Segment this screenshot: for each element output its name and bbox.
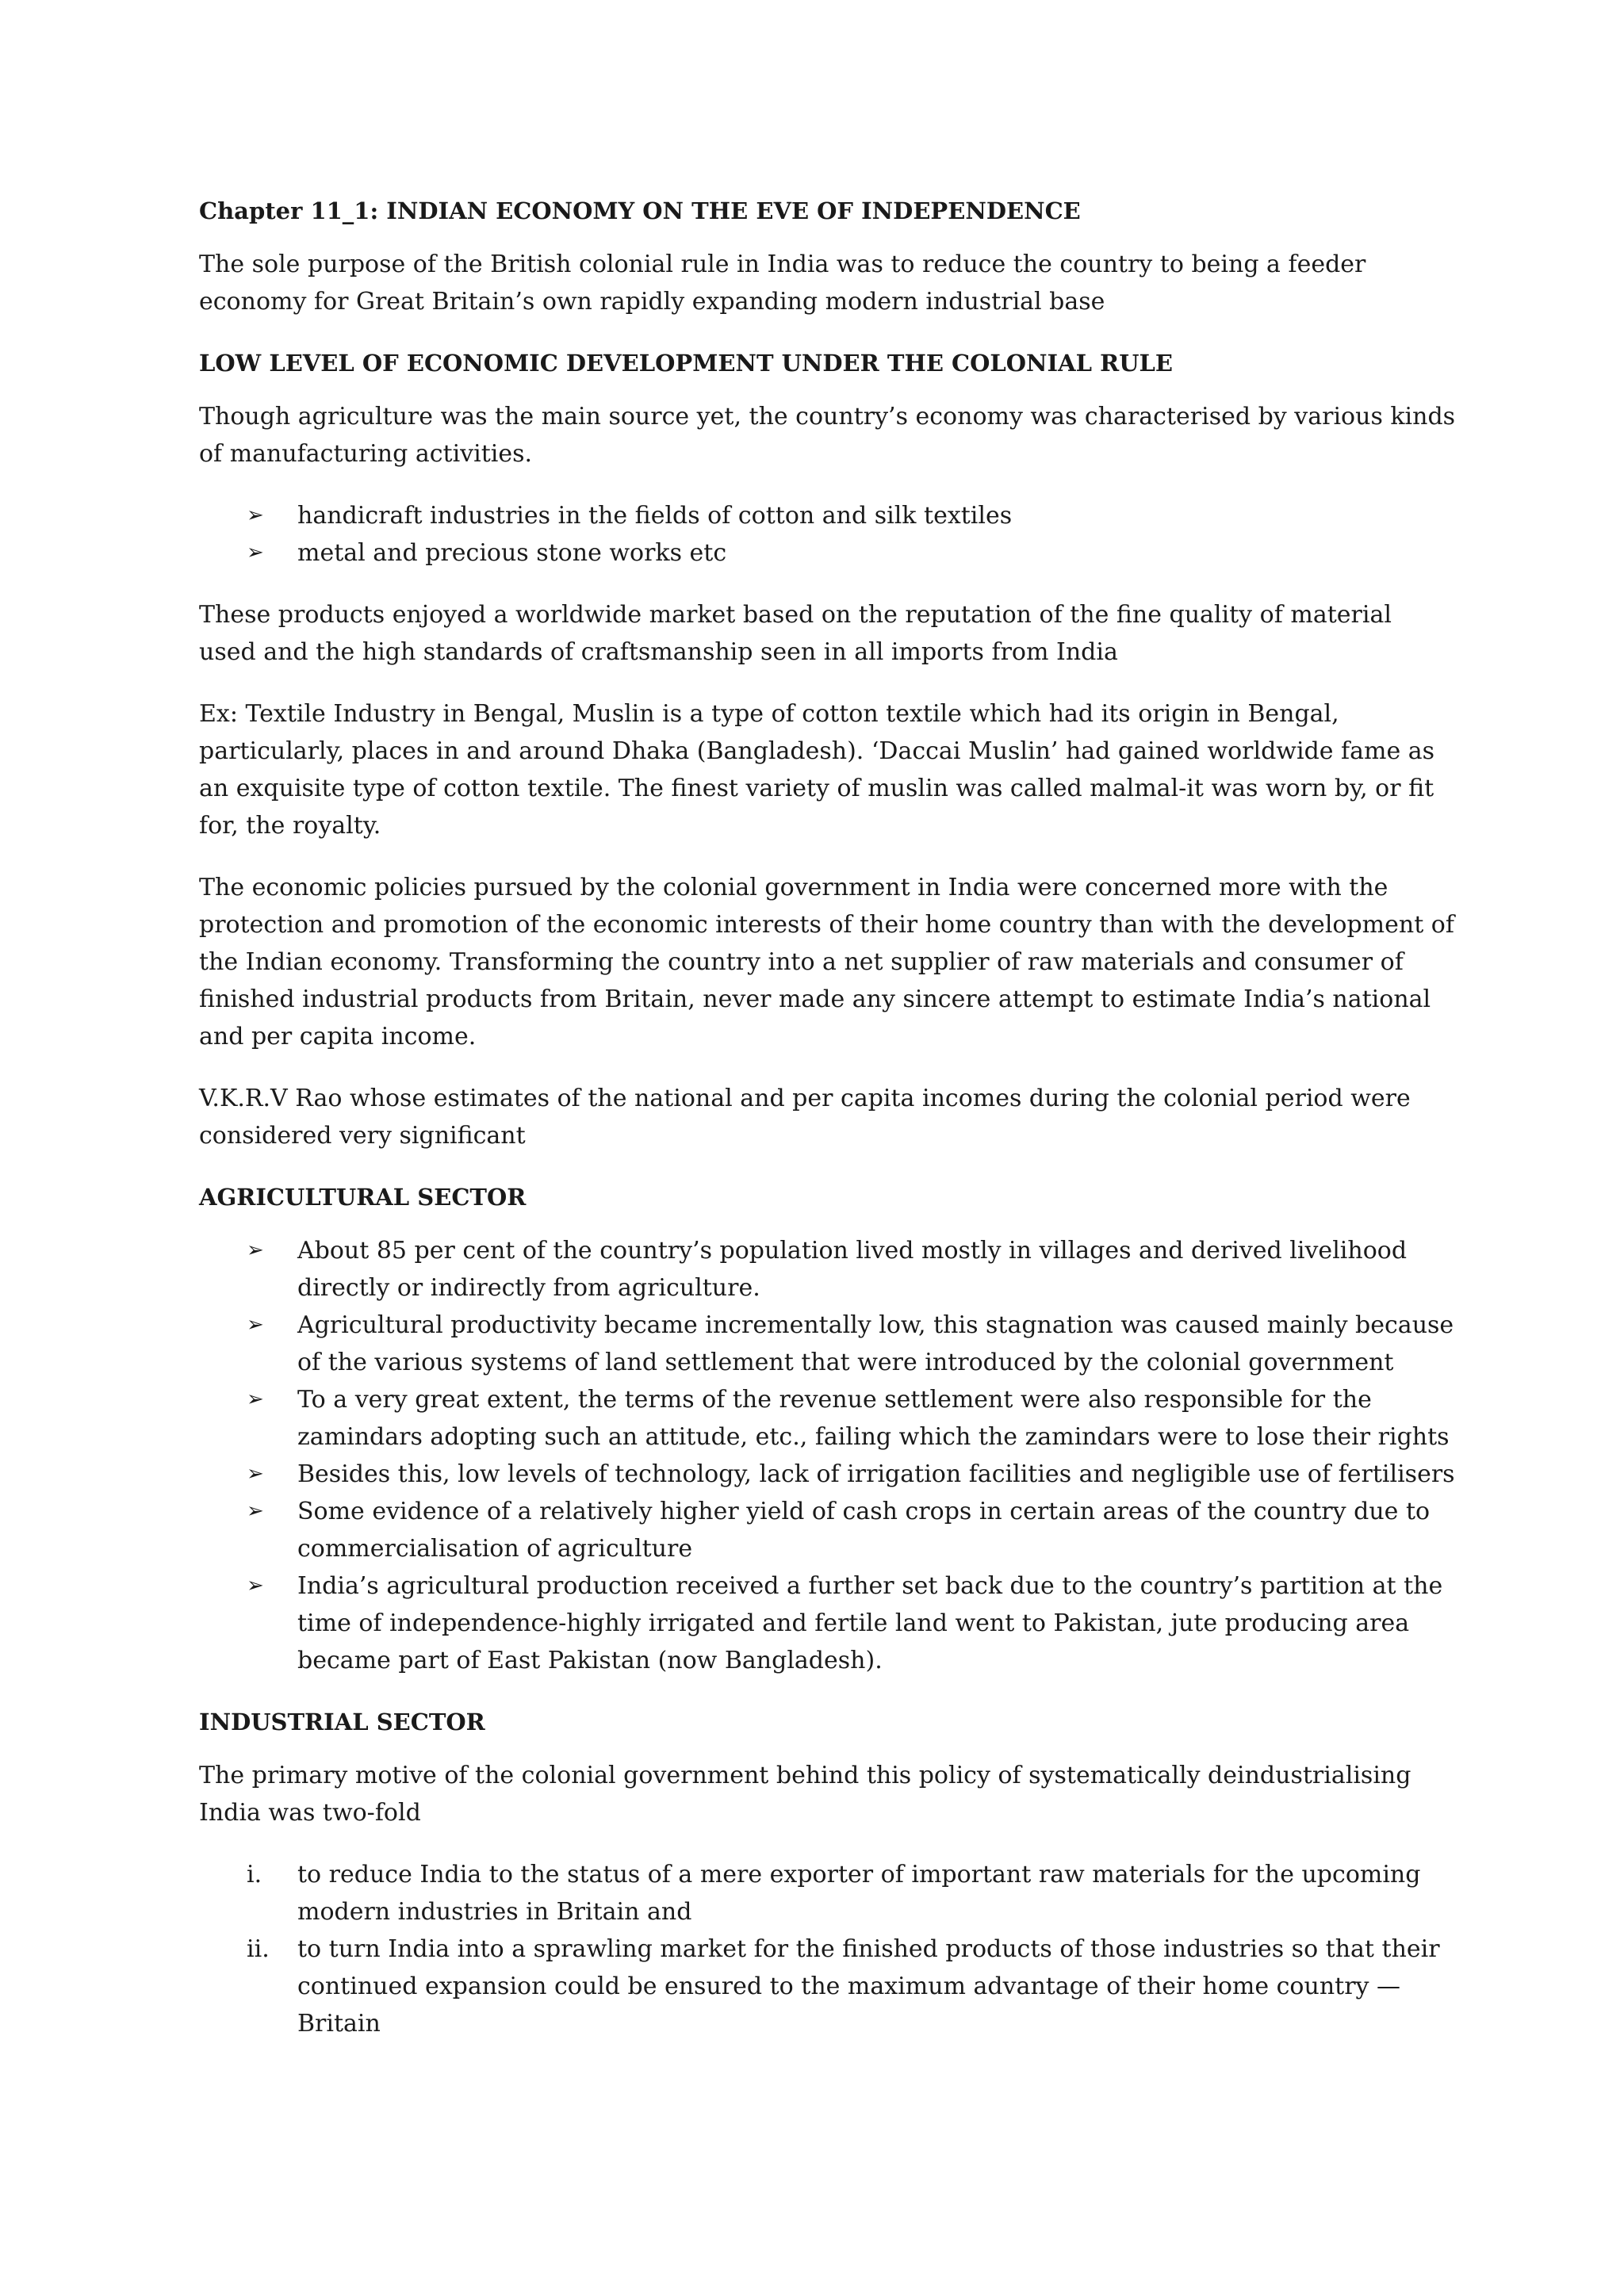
section-heading-agricultural: AGRICULTURAL SECTOR [199, 1184, 527, 1211]
arrow-bullet-icon: ➢ [247, 1313, 264, 1337]
list-item [199, 1232, 1456, 1307]
intro-paragraph: The sole purpose of the British colonial rule in India was to reduce the country to being a feeder economy for Great Britain’s own rapidly expanding modern industrial base [199, 251, 1366, 316]
chapter-title: Chapter 11_1: INDIAN ECONOMY ON THE EVE OF INDEPENDENCE [199, 197, 1081, 224]
paragraph: The economic policies pursued by the colonial government in India were concerned more with the protection and promotion of the economic interests of their home country than with the development of the Indian economy. Transforming the country into a net supplier of raw materials and consumer of finished industrial products from Britain, never made any sincere attempt to estimate India’s national and per capita income. [199, 874, 1454, 1050]
list-item [199, 1381, 1456, 1456]
list-item [199, 1307, 1456, 1381]
list-item-text: to turn India into a sprawling market for the finished products of those industries so that their continued expansion could be ensured to the maximum advantage of their home country — Britain [297, 1935, 1440, 2038]
arrow-bullet-icon: ➢ [247, 503, 264, 527]
section-heading-economic-development: LOW LEVEL OF ECONOMIC DEVELOPMENT UNDER THE COLONIAL RULE [199, 350, 1173, 377]
paragraph: V.K.R.V Rao whose estimates of the national and per capita incomes during the colonial period were considered very significant [199, 1085, 1411, 1150]
arrow-bullet-icon: ➢ [247, 1499, 264, 1523]
document-page [199, 193, 1456, 2042]
list-item [199, 497, 1456, 534]
list-item [199, 1856, 1456, 1931]
paragraph: The primary motive of the colonial government behind this policy of systematically deindustrialising India was two-fold [199, 1762, 1411, 1827]
list-item-text: To a very great extent, the terms of the revenue settlement were also responsible for the zamindars adopting such an attitude, etc., failing which the zamindars were to lose their rights [297, 1386, 1450, 1451]
list-item-text: metal and precious stone works etc [297, 539, 727, 567]
list-number: i. [247, 1861, 262, 1888]
list-number: ii. [247, 1935, 270, 1963]
arrow-bullet-icon: ➢ [247, 1387, 264, 1411]
paragraph: Ex: Textile Industry in Bengal, Muslin is a type of cotton textile which had its origin in Bengal, particularly, places in and around Dhaka (Bangladesh). ‘Daccai Muslin’ had gained worldwide fame as an exquisite type of cotton textile. The finest variety of muslin was called malmal-it was worn by, or fit for, the royalty. [199, 700, 1435, 840]
list-item [199, 1493, 1456, 1567]
bullet-list [199, 497, 1456, 572]
list-item-text: Some evidence of a relatively higher yield of cash crops in certain areas of the country due to commercialisation of agriculture [297, 1498, 1431, 1563]
list-item [199, 1456, 1456, 1493]
list-item-text: About 85 per cent of the country’s population lived mostly in villages and derived livelihood directly or indirectly from agriculture. [297, 1237, 1408, 1302]
bullet-list [199, 1232, 1456, 1679]
list-item [199, 1567, 1456, 1679]
list-item-text: to reduce India to the status of a mere exporter of important raw materials for the upcoming modern industries in Britain and [297, 1861, 1421, 1926]
paragraph: These products enjoyed a worldwide market based on the reputation of the fine quality of material used and the high standards of craftsmanship seen in all imports from India [199, 601, 1392, 666]
paragraph: Though agriculture was the main source yet, the country’s economy was characterised by various kinds of manufacturing activities. [199, 403, 1456, 468]
section-heading-industrial: INDUSTRIAL SECTOR [199, 1709, 485, 1735]
list-item-text: handicraft industries in the fields of cotton and silk textiles [297, 502, 1013, 530]
list-item-text: Besides this, low levels of technology, lack of irrigation facilities and negligible use of fertilisers [297, 1460, 1455, 1488]
list-item-text: India’s agricultural production received a further set back due to the country’s partition at the time of independence-highly irrigated and fertile land went to Pakistan, jute producing area became part of East Pakistan (now Bangladesh). [297, 1572, 1443, 1674]
arrow-bullet-icon: ➢ [247, 1574, 264, 1598]
list-item [199, 534, 1456, 572]
arrow-bullet-icon: ➢ [247, 1462, 264, 1486]
list-item-text: Agricultural productivity became incrementally low, this stagnation was caused mainly because of the various systems of land settlement that were introduced by the colonial government [297, 1311, 1454, 1376]
numbered-list [199, 1856, 1456, 2042]
arrow-bullet-icon: ➢ [247, 541, 264, 564]
list-item [199, 1931, 1456, 2042]
arrow-bullet-icon: ➢ [247, 1238, 264, 1262]
